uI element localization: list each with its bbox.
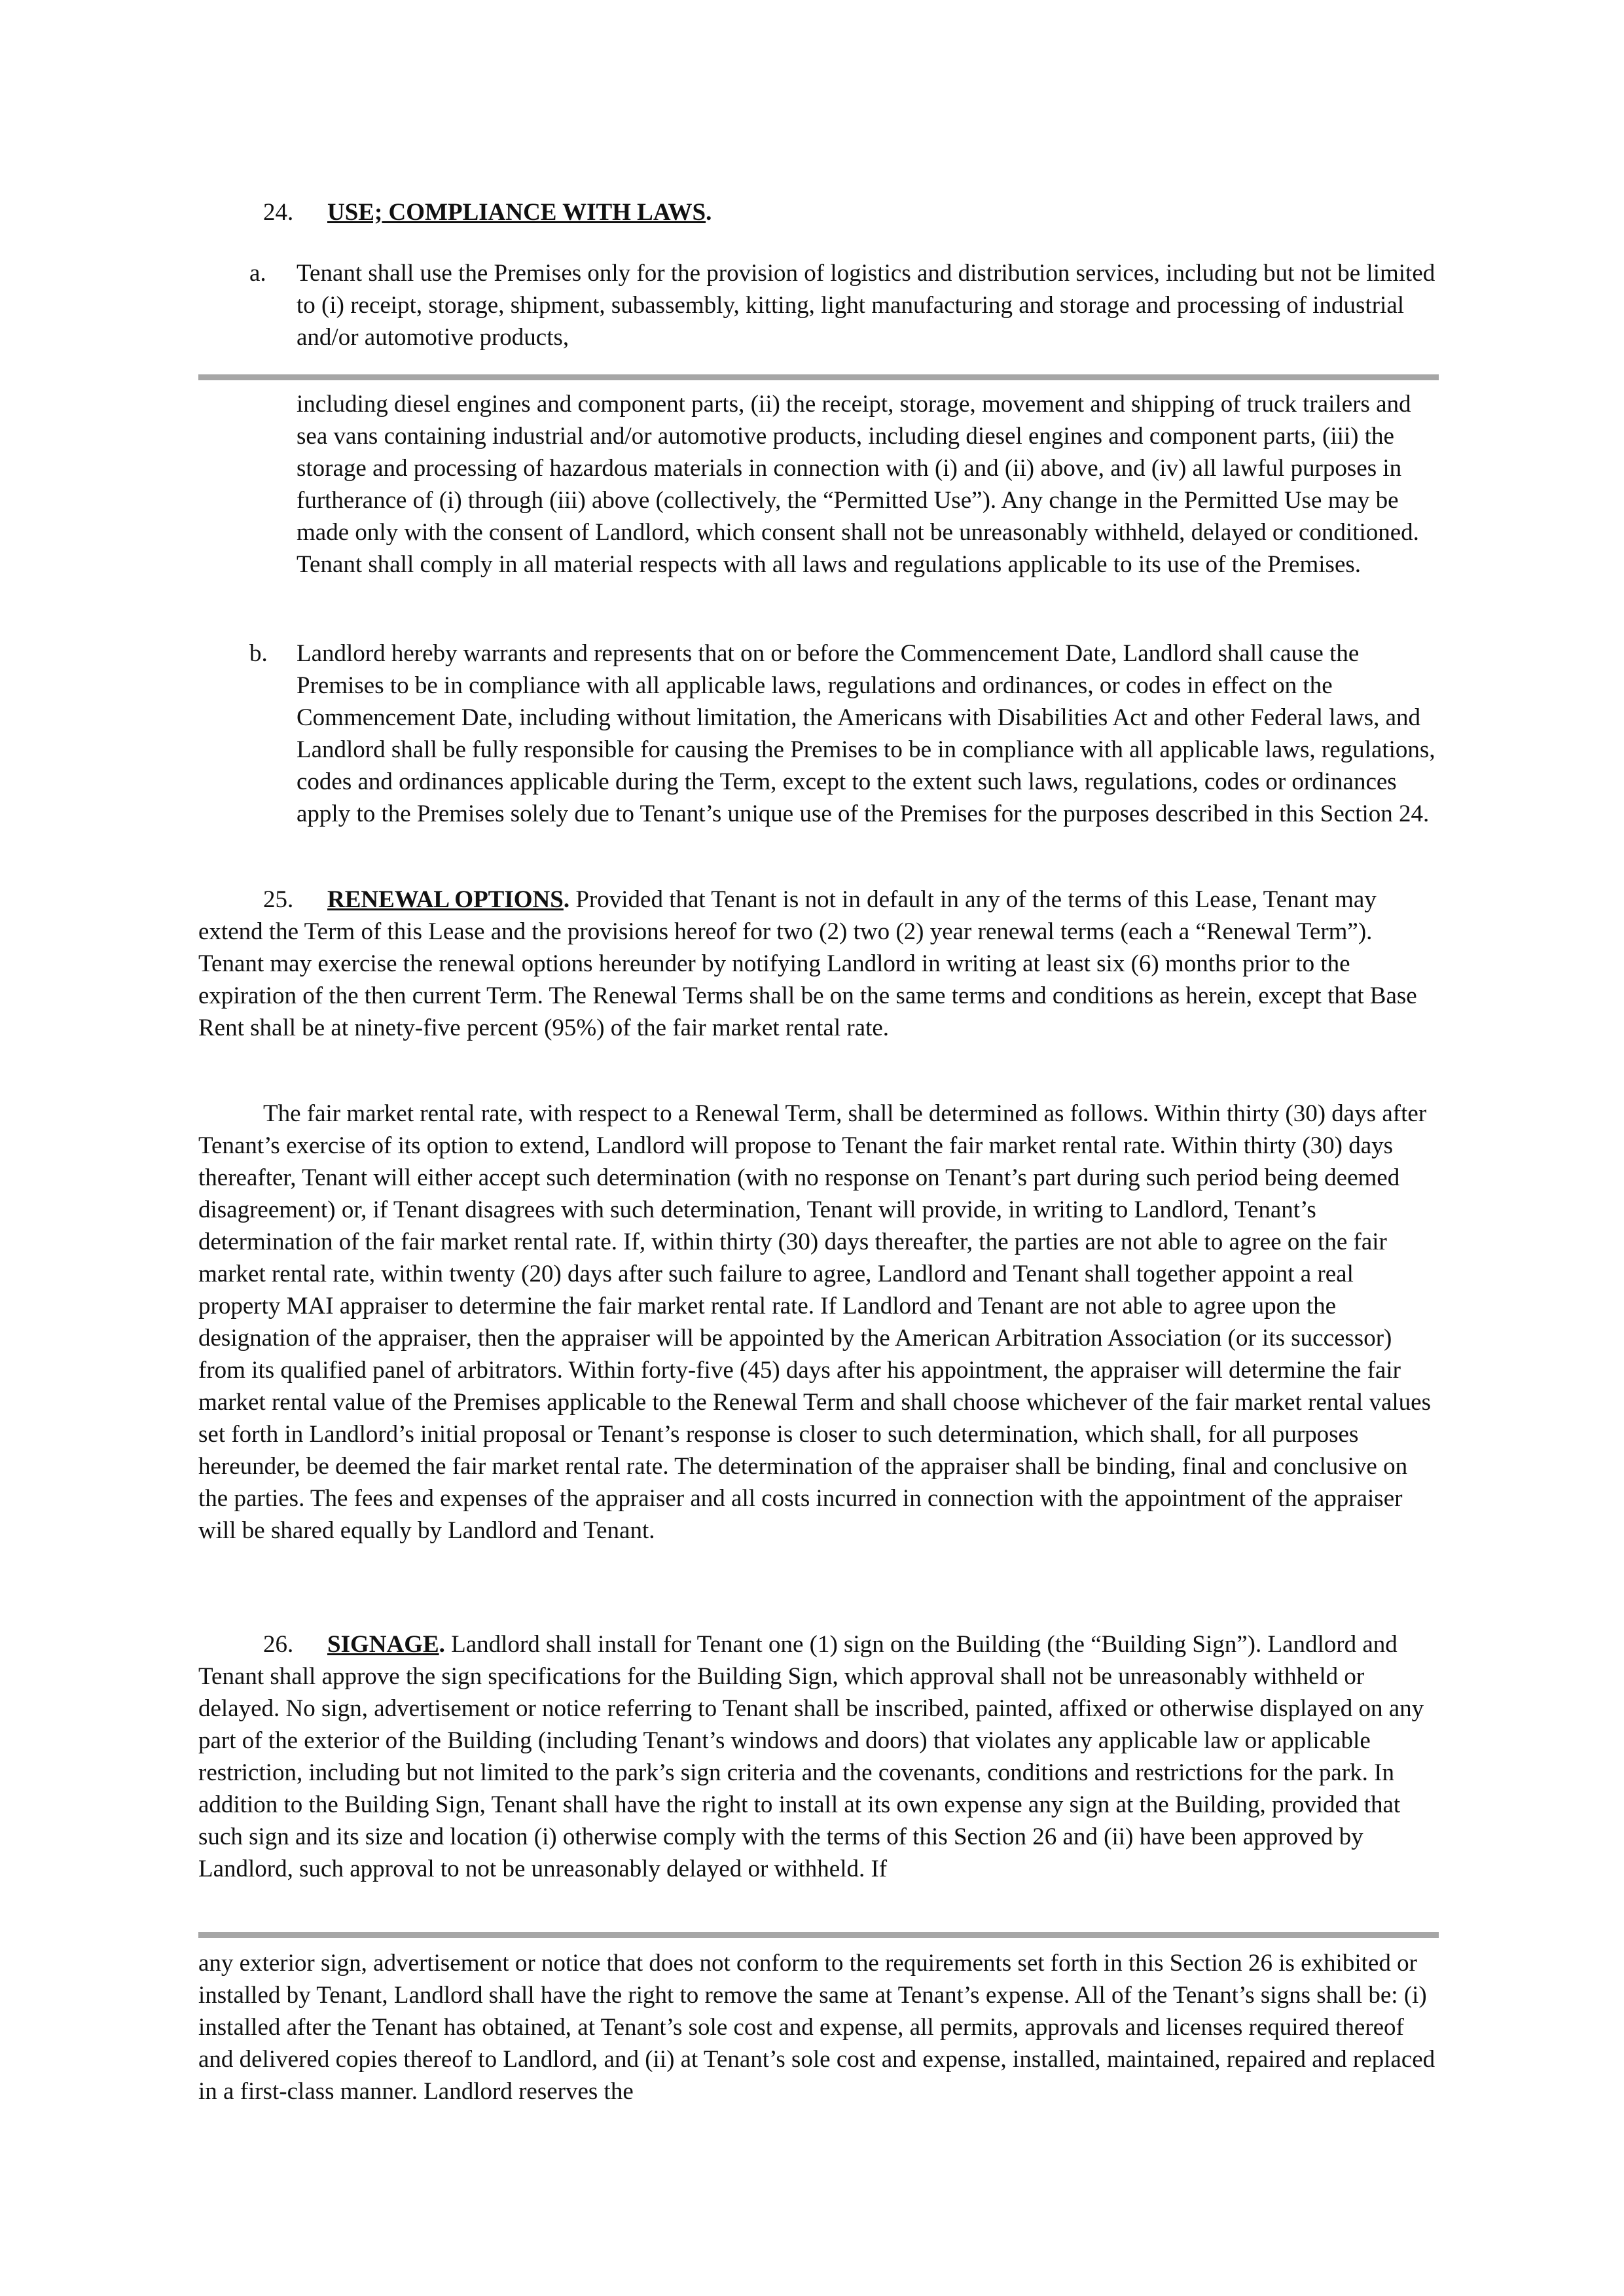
item-b-text: Landlord hereby warrants and represents that on or before the Commencement Date, Landlord shall cause the Premises to be in compliance with all applicable laws, regulations and ordinances, or codes in effect on the Commencement Date, including without limitation, the Americans with Disabilities Act and other Federal laws, and Landlord shall be fully responsible for causing the Premises to be in compliance with all applicable laws, regulations, codes and ordinances applicable during the Term, except to the extent such laws, regulations, codes or ordinances apply to the Premises solely due to Tenant’s unique use of the Premises for the purposes described in this Section 24.: [297, 640, 1435, 827]
section-24-item-a-continued: [198, 388, 1439, 581]
section-25-body: Provided that Tenant is not in default in any of the terms of this Lease, Tenant may extend the Term of this Lease and the provisions hereof for two (2) two (2) year renewal terms (each a “Renewal Term”). Tenant may exercise the renewal options hereunder by notifying Landlord in writing at least six (6) months prior to the expiration of the then current Term. The Renewal Terms shall be on the same terms and conditions as herein, except that Base Rent shall be at ninety-five percent (95%) of the fair market rental rate.: [198, 886, 1417, 1041]
section-26-continuation: [198, 1947, 1439, 2108]
section-26-paragraph: [198, 1628, 1439, 1885]
section-25-number: 25.: [263, 886, 294, 913]
page-break-divider-2: [198, 1932, 1439, 1938]
item-b-marker: b.: [249, 640, 268, 667]
section-24-title-suffix: .: [706, 199, 712, 226]
section-26-title: SIGNAGE: [327, 1631, 439, 1658]
section-24-heading: [263, 196, 712, 228]
section-26-number: 26.: [263, 1631, 294, 1658]
section-24-item-a: [198, 257, 1439, 353]
section-26-body: Landlord shall install for Tenant one (1) sign on the Building (the “Building Sign”). Landlord and Tenant shall approve the sign specifications for the Building Sign, which approval shall not be unreasonably withheld or delayed. No sign, advertisement or notice referring to Tenant shall be inscribed, painted, affixed or otherwise displayed on any part of the exterior of the Building (including Tenant’s windows and doors) that violates any applicable law or applicable restriction, including but not limited to the park’s sign criteria and the covenants, conditions and restrictions for the park. In addition to the Building Sign, Tenant shall have the right to install at its own expense any sign at the Building, provided that such sign and its size and location (i) otherwise comply with the terms of this Section 26 and (ii) have been approved by Landlord, such approval to not be unreasonably delayed or withheld. If: [198, 1631, 1424, 1882]
section-25-para2-text: The fair market rental rate, with respect to a Renewal Term, shall be determined as follows. Within thirty (30) days after Tenant’s exercise of its option to extend, Landlord will propose to Tenant the fair market rental rate. Within thirty (30) days thereafter, Tenant will either accept such determination (with no response on Tenant’s part during such period being deemed disagreement) or, if Tenant disagrees with such determination, Tenant will provide, in writing to Landlord, Tenant’s determination of the fair market rental rate. If, within thirty (30) days thereafter, the parties are not able to agree on the fair market rental rate, within twenty (20) days after such failure to agree, Landlord and Tenant shall together appoint a real property MAI appraiser to determine the fair market rental rate. If Landlord and Tenant are not able to agree upon the designation of the appraiser, then the appraiser will be appointed by the American Arbitration Association (or its successor) from its qualified panel of arbitrators. Within forty-five (45) days after his appointment, the appraiser will determine the fair market rental value of the Premises applicable to the Renewal Term and shall choose whichever of the fair market rental values set forth in Landlord’s initial proposal or Tenant’s response is closer to such determination, which shall, for all purposes hereunder, be deemed the fair market rental rate. The determination of the appraiser shall be binding, final and conclusive on the parties. The fees and expenses of the appraiser and all costs incurred in connection with the appointment of the appraiser will be shared equally by Landlord and Tenant.: [198, 1100, 1432, 1544]
section-24-number: 24.: [263, 199, 294, 226]
item-a-text-part2: including diesel engines and component parts, (ii) the receipt, storage, movement and shipping of truck trailers and sea vans containing industrial and/or automotive products, including diesel engines and component parts, (iii) the storage and processing of hazardous materials in connection with (i) and (ii) above, and (iv) all lawful purposes in furtherance of (i) through (iii) above (collectively, the “Permitted Use”). Any change in the Permitted Use may be made only with the consent of Landlord, which consent shall not be unreasonably withheld, delayed or conditioned. Tenant shall comply in all material respects with all laws and regulations applicable to its use of the Premises.: [297, 391, 1419, 578]
item-a-text-part1: Tenant shall use the Premises only for the provision of logistics and distribution services, including but not be limited to (i) receipt, storage, shipment, subassembly, kitting, light manufacturing and storage and processing of industrial and/or automotive products,: [297, 260, 1435, 351]
section-26-title-suffix: .: [439, 1631, 445, 1658]
section-25-paragraph-2: [198, 1098, 1439, 1547]
item-a-marker: a.: [249, 260, 266, 287]
section-24-title: USE; COMPLIANCE WITH LAWS: [327, 199, 706, 226]
section-25-title-suffix: .: [563, 886, 570, 913]
section-26-continuation-text: any exterior sign, advertisement or notice that does not conform to the requirements set forth in this Section 26 is exhibited or installed by Tenant, Landlord shall have the right to remove the same at Tenant’s expense. All of the Tenant’s signs shall be: (i) installed after the Tenant has obtained, at Tenant’s sole cost and expense, all permits, approvals and licenses required thereof and delivered copies thereof to Landlord, and (ii) at Tenant’s sole cost and expense, installed, maintained, repaired and replaced in a first-class manner. Landlord reserves the: [198, 1950, 1435, 2105]
section-25-paragraph: [198, 884, 1439, 1044]
page-break-divider: [198, 374, 1439, 380]
section-24-item-b: [198, 637, 1439, 830]
section-25-title: RENEWAL OPTIONS: [327, 886, 564, 913]
